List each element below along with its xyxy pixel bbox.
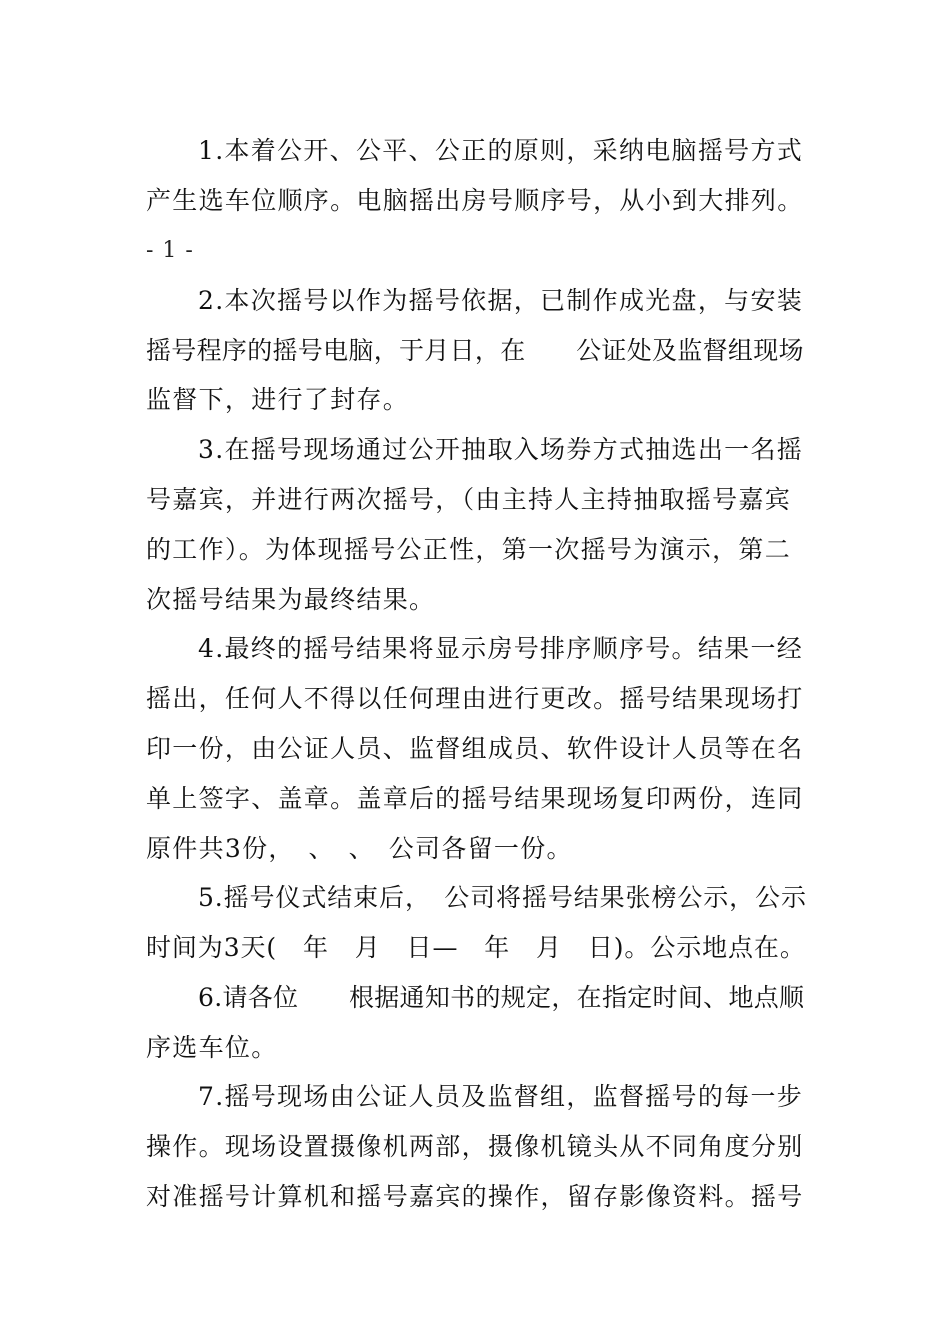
paragraph-4-line-4: 单上签字、盖章。盖章后的摇号结果现场复印两份，连同	[146, 784, 804, 813]
paragraph-1-line-1: 1.本着公开、公平、公正的原则，采纳电脑摇号方式	[198, 136, 804, 165]
paragraph-3-line-2: 号嘉宾，并进行两次摇号，（由主持人主持抽取摇号嘉宾	[146, 485, 792, 514]
paragraph-3-line-3: 的工作）。为体现摇号公正性，第一次摇号为演示，第二	[146, 535, 792, 564]
paragraph-2-line-3: 监督下，进行了封存。	[146, 385, 410, 414]
paragraph-5-line-2: 时间为3天( 年 月 日— 年 月 日)。公示地点在。	[146, 933, 806, 962]
paragraph-7-line-3: 对准摇号计算机和摇号嘉宾的操作，留存影像资料。摇号	[146, 1182, 804, 1211]
paragraph-7-line-2: 操作。现场设置摄像机两部，摄像机镜头从不同角度分别	[146, 1132, 804, 1161]
paragraph-4-line-3: 印一份，由公证人员、监督组成员、软件设计人员等在名	[146, 734, 804, 763]
page-number: - 1 -	[146, 238, 194, 263]
paragraph-1-line-2: 产生选车位顺序。电脑摇出房号顺序号，从小到大排列。	[146, 186, 804, 215]
paragraph-5-line-1: 5.摇号仪式结束后， 公司将摇号结果张榜公示，公示	[198, 883, 807, 912]
paragraph-3-line-1: 3.在摇号现场通过公开抽取入场券方式抽选出一名摇	[198, 435, 804, 464]
paragraph-4-line-5: 原件共3份， 、 、 公司各留一份。	[146, 834, 573, 863]
paragraph-2-line-2: 摇号程序的摇号电脑，于月日，在 公证处及监督组现场	[146, 336, 804, 365]
paragraph-4-line-1: 4.最终的摇号结果将显示房号排序顺序号。结果一经	[198, 634, 804, 663]
paragraph-4-line-2: 摇出，任何人不得以任何理由进行更改。摇号结果现场打	[146, 684, 804, 713]
paragraph-3-line-4: 次摇号结果为最终结果。	[146, 585, 436, 614]
paragraph-6-line-1: 6.请各位 根据通知书的规定，在指定时间、地点顺	[198, 983, 805, 1012]
paragraph-7-line-1: 7.摇号现场由公证人员及监督组，监督摇号的每一步	[198, 1082, 804, 1111]
paragraph-2-line-1: 2.本次摇号以作为摇号依据，已制作成光盘，与安装	[198, 286, 804, 315]
paragraph-6-line-2: 序选车位。	[146, 1033, 278, 1062]
